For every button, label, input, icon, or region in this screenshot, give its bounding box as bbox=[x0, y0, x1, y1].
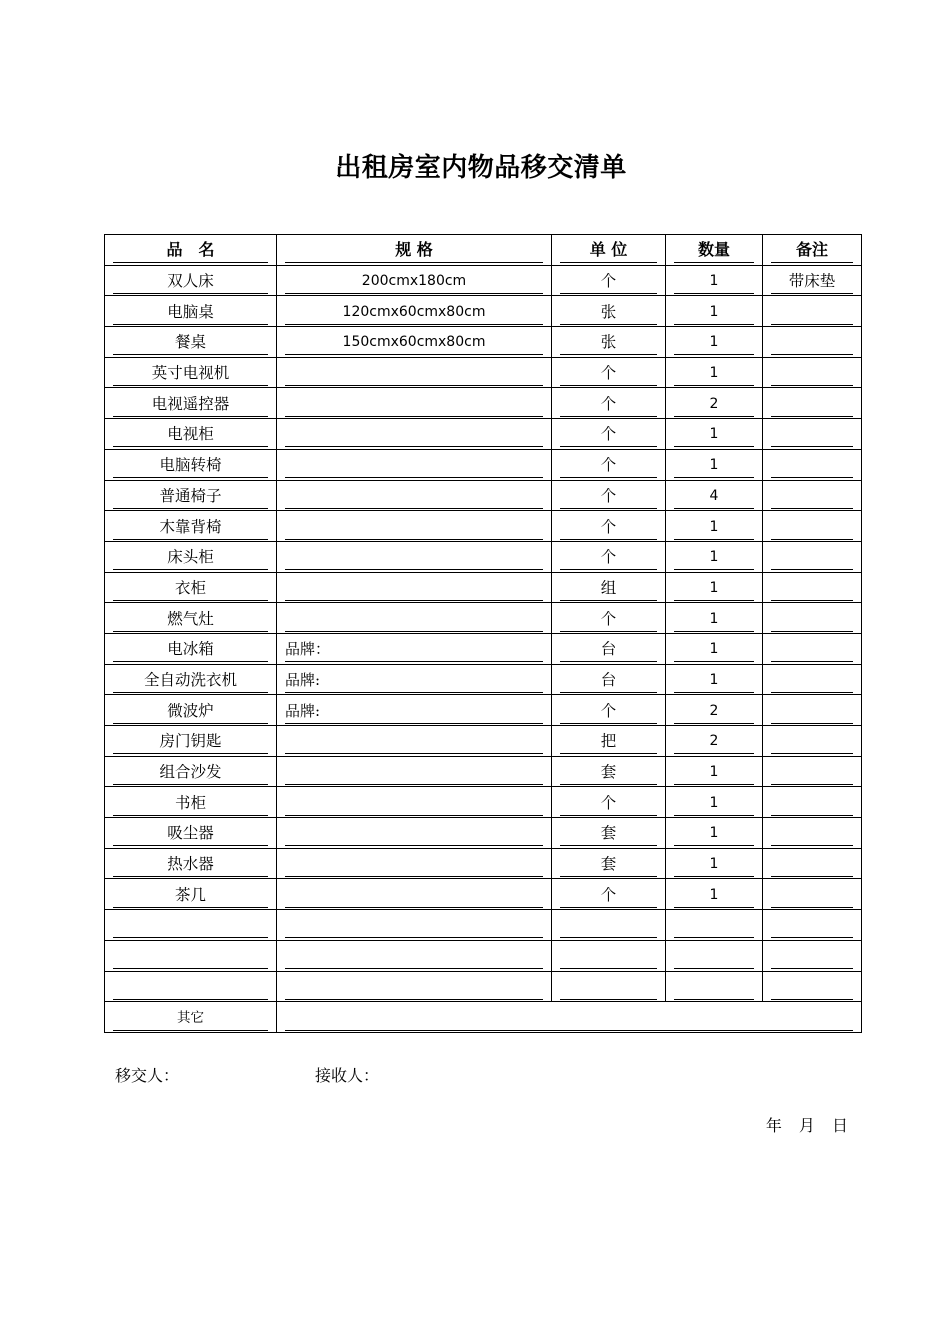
cell-unit bbox=[552, 357, 666, 388]
row-qty-text: 2 bbox=[674, 390, 754, 417]
cell-spec bbox=[277, 971, 552, 1002]
cell-name bbox=[105, 265, 277, 296]
table-row bbox=[105, 664, 862, 695]
row-spec-text bbox=[285, 451, 543, 478]
row-qty-text: 4 bbox=[674, 482, 754, 509]
row-spec-text bbox=[285, 359, 543, 386]
cell-name bbox=[105, 695, 277, 726]
row-name-text bbox=[113, 942, 268, 969]
table-row bbox=[105, 603, 862, 634]
cell-unit bbox=[552, 726, 666, 757]
cell-name bbox=[105, 296, 277, 327]
row-name-text: 吸尘器 bbox=[113, 819, 268, 846]
table-row bbox=[105, 480, 862, 511]
row-note-text bbox=[771, 635, 853, 662]
cell-spec bbox=[277, 572, 552, 603]
row-spec-text bbox=[285, 819, 543, 846]
cell-note bbox=[763, 603, 862, 634]
cell-name bbox=[105, 848, 277, 879]
row-spec-text bbox=[285, 605, 543, 632]
cell-spec bbox=[277, 357, 552, 388]
row-note-text bbox=[771, 574, 853, 601]
row-qty-text: 1 bbox=[674, 819, 754, 846]
row-note-text bbox=[771, 911, 853, 938]
row-unit-text: 个 bbox=[560, 543, 657, 570]
cell-note bbox=[763, 664, 862, 695]
cell-unit bbox=[552, 511, 666, 542]
cell-unit bbox=[552, 787, 666, 818]
row-name-text: 电冰箱 bbox=[113, 635, 268, 662]
row-name-text: 茶几 bbox=[113, 881, 268, 908]
cell-qty bbox=[666, 971, 763, 1002]
table-row bbox=[105, 296, 862, 327]
cell-name bbox=[105, 818, 277, 849]
cell-note bbox=[763, 940, 862, 971]
cell-qty bbox=[666, 879, 763, 910]
cell-unit bbox=[552, 664, 666, 695]
table-row bbox=[105, 940, 862, 971]
cell-note bbox=[763, 327, 862, 358]
row-unit-text: 个 bbox=[560, 420, 657, 447]
cell-spec bbox=[277, 327, 552, 358]
cell-name bbox=[105, 633, 277, 664]
row-note-text bbox=[771, 359, 853, 386]
row-spec-text bbox=[285, 881, 543, 908]
row-note-text bbox=[771, 420, 853, 447]
cell-qty bbox=[666, 296, 763, 327]
table-row bbox=[105, 818, 862, 849]
row-qty-text bbox=[674, 911, 754, 938]
row-unit-text: 把 bbox=[560, 727, 657, 754]
cell-spec bbox=[277, 910, 552, 941]
cell-note bbox=[763, 818, 862, 849]
row-qty-text: 2 bbox=[674, 697, 754, 724]
row-name-text: 组合沙发 bbox=[113, 758, 268, 785]
cell-unit bbox=[552, 818, 666, 849]
cell-name bbox=[105, 726, 277, 757]
document-title: 出租房室内物品移交清单 bbox=[335, 153, 627, 183]
cell-spec bbox=[277, 511, 552, 542]
cell-spec bbox=[277, 879, 552, 910]
row-spec-text bbox=[285, 942, 543, 969]
cell-unit bbox=[552, 419, 666, 450]
cell-unit bbox=[552, 449, 666, 480]
cell-spec bbox=[277, 818, 552, 849]
cell-qty bbox=[666, 511, 763, 542]
row-name-text: 英寸电视机 bbox=[113, 359, 268, 386]
row-qty-text bbox=[674, 942, 754, 969]
row-unit-text: 个 bbox=[560, 359, 657, 386]
row-note-text: 带床垫 bbox=[771, 267, 853, 294]
cell-note bbox=[763, 419, 862, 450]
table-row bbox=[105, 633, 862, 664]
row-name-text bbox=[113, 911, 268, 938]
other-value-cell[interactable] bbox=[277, 1002, 862, 1033]
cell-note bbox=[763, 480, 862, 511]
row-qty-text: 1 bbox=[674, 451, 754, 478]
table-row bbox=[105, 265, 862, 296]
other-row bbox=[105, 1002, 862, 1033]
cell-note bbox=[763, 787, 862, 818]
row-name-text: 燃气灶 bbox=[113, 605, 268, 632]
row-name-text: 书柜 bbox=[113, 789, 268, 816]
cell-note bbox=[763, 541, 862, 572]
table-row bbox=[105, 787, 862, 818]
cell-name bbox=[105, 541, 277, 572]
cell-unit bbox=[552, 879, 666, 910]
cell-note bbox=[763, 726, 862, 757]
row-name-text: 床头柜 bbox=[113, 543, 268, 570]
table-row bbox=[105, 695, 862, 726]
table-row bbox=[105, 511, 862, 542]
table-row bbox=[105, 327, 862, 358]
row-unit-text: 张 bbox=[560, 298, 657, 325]
row-unit-text: 个 bbox=[560, 605, 657, 632]
cell-name bbox=[105, 940, 277, 971]
cell-spec bbox=[277, 726, 552, 757]
row-unit-text bbox=[560, 911, 657, 938]
cell-note bbox=[763, 388, 862, 419]
cell-name bbox=[105, 511, 277, 542]
cell-name bbox=[105, 756, 277, 787]
row-note-text bbox=[771, 881, 853, 908]
row-note-text bbox=[771, 605, 853, 632]
cell-unit bbox=[552, 572, 666, 603]
row-unit-text: 个 bbox=[560, 482, 657, 509]
row-note-text bbox=[771, 697, 853, 724]
row-spec-text bbox=[285, 850, 543, 877]
row-unit-text: 套 bbox=[560, 850, 657, 877]
cell-qty bbox=[666, 357, 763, 388]
cell-qty bbox=[666, 848, 763, 879]
row-unit-text: 个 bbox=[560, 881, 657, 908]
row-spec-text bbox=[285, 574, 543, 601]
row-unit-text: 台 bbox=[560, 635, 657, 662]
row-spec-text: 品牌： bbox=[285, 635, 543, 662]
table-row bbox=[105, 756, 862, 787]
cell-unit bbox=[552, 265, 666, 296]
cell-name bbox=[105, 419, 277, 450]
row-note-text bbox=[771, 451, 853, 478]
cell-qty bbox=[666, 265, 763, 296]
cell-note bbox=[763, 756, 862, 787]
header-cell-spec: 规 格 bbox=[277, 235, 552, 266]
row-unit-text: 张 bbox=[560, 328, 657, 355]
cell-name bbox=[105, 879, 277, 910]
row-unit-text bbox=[560, 942, 657, 969]
table-row bbox=[105, 449, 862, 480]
cell-qty bbox=[666, 695, 763, 726]
row-spec-text bbox=[285, 911, 543, 938]
table-row bbox=[105, 848, 862, 879]
cell-spec bbox=[277, 541, 552, 572]
cell-unit bbox=[552, 388, 666, 419]
inventory-table bbox=[104, 234, 862, 1033]
cell-spec bbox=[277, 848, 552, 879]
row-qty-text: 1 bbox=[674, 267, 754, 294]
cell-name bbox=[105, 572, 277, 603]
cell-spec bbox=[277, 419, 552, 450]
cell-spec bbox=[277, 633, 552, 664]
row-note-text bbox=[771, 482, 853, 509]
cell-spec bbox=[277, 480, 552, 511]
cell-note bbox=[763, 879, 862, 910]
row-unit-text: 个 bbox=[560, 697, 657, 724]
cell-unit bbox=[552, 296, 666, 327]
cell-name bbox=[105, 603, 277, 634]
cell-spec bbox=[277, 756, 552, 787]
cell-name bbox=[105, 787, 277, 818]
row-note-text bbox=[771, 666, 853, 693]
cell-unit bbox=[552, 541, 666, 572]
cell-name bbox=[105, 449, 277, 480]
cell-unit bbox=[552, 480, 666, 511]
cell-qty bbox=[666, 940, 763, 971]
cell-unit bbox=[552, 327, 666, 358]
row-spec-text: 品牌: bbox=[285, 666, 543, 693]
cell-unit bbox=[552, 848, 666, 879]
row-qty-text: 1 bbox=[674, 605, 754, 632]
table-row bbox=[105, 971, 862, 1002]
row-spec-text: 200cmx180cm bbox=[285, 267, 543, 294]
row-name-text: 餐桌 bbox=[113, 328, 268, 355]
handover-signature-label: 移交人： bbox=[115, 1066, 180, 1085]
header-cell-note: 备注 bbox=[763, 235, 862, 266]
table-row bbox=[105, 419, 862, 450]
cell-spec bbox=[277, 695, 552, 726]
row-qty-text: 1 bbox=[674, 850, 754, 877]
row-qty-text: 1 bbox=[674, 789, 754, 816]
row-qty-text: 1 bbox=[674, 543, 754, 570]
table-row bbox=[105, 910, 862, 941]
row-unit-text: 套 bbox=[560, 819, 657, 846]
table-header-row bbox=[105, 235, 862, 266]
row-name-text: 电视遥控器 bbox=[113, 390, 268, 417]
cell-name bbox=[105, 480, 277, 511]
receiver-signature-label: 接收人： bbox=[315, 1066, 380, 1085]
row-qty-text: 1 bbox=[674, 420, 754, 447]
cell-name bbox=[105, 357, 277, 388]
cell-qty bbox=[666, 633, 763, 664]
row-note-text bbox=[771, 328, 853, 355]
cell-note bbox=[763, 511, 862, 542]
cell-qty bbox=[666, 388, 763, 419]
row-spec-text bbox=[285, 543, 543, 570]
row-note-text bbox=[771, 850, 853, 877]
row-spec-text bbox=[285, 789, 543, 816]
row-spec-text bbox=[285, 758, 543, 785]
row-name-text: 木靠背椅 bbox=[113, 513, 268, 540]
row-name-text: 热水器 bbox=[113, 850, 268, 877]
row-qty-text: 2 bbox=[674, 727, 754, 754]
cell-note bbox=[763, 910, 862, 941]
row-spec-text bbox=[285, 482, 543, 509]
cell-spec bbox=[277, 449, 552, 480]
cell-spec bbox=[277, 787, 552, 818]
row-name-text: 普通椅子 bbox=[113, 482, 268, 509]
cell-spec bbox=[277, 940, 552, 971]
row-note-text bbox=[771, 942, 853, 969]
cell-unit bbox=[552, 940, 666, 971]
cell-spec bbox=[277, 603, 552, 634]
cell-name bbox=[105, 664, 277, 695]
row-unit-text: 个 bbox=[560, 451, 657, 478]
row-spec-text bbox=[285, 420, 543, 447]
cell-name bbox=[105, 971, 277, 1002]
row-name-text: 衣柜 bbox=[113, 574, 268, 601]
row-unit-text: 个 bbox=[560, 513, 657, 540]
row-note-text bbox=[771, 973, 853, 1000]
cell-unit bbox=[552, 603, 666, 634]
table-row bbox=[105, 388, 862, 419]
row-qty-text: 1 bbox=[674, 574, 754, 601]
cell-unit bbox=[552, 971, 666, 1002]
cell-qty bbox=[666, 787, 763, 818]
row-qty-text: 1 bbox=[674, 298, 754, 325]
cell-spec bbox=[277, 296, 552, 327]
row-qty-text: 1 bbox=[674, 881, 754, 908]
cell-note bbox=[763, 449, 862, 480]
row-name-text: 电视柜 bbox=[113, 420, 268, 447]
row-spec-text: 品牌: bbox=[285, 697, 543, 724]
row-note-text bbox=[771, 758, 853, 785]
cell-note bbox=[763, 633, 862, 664]
row-unit-text: 套 bbox=[560, 758, 657, 785]
row-name-text: 微波炉 bbox=[113, 697, 268, 724]
row-qty-text: 1 bbox=[674, 666, 754, 693]
table-row bbox=[105, 357, 862, 388]
cell-note bbox=[763, 265, 862, 296]
cell-qty bbox=[666, 818, 763, 849]
row-spec-text: 150cmx60cmx80cm bbox=[285, 328, 543, 355]
cell-note bbox=[763, 971, 862, 1002]
row-unit-text: 台 bbox=[560, 666, 657, 693]
cell-note bbox=[763, 848, 862, 879]
row-note-text bbox=[771, 543, 853, 570]
cell-note bbox=[763, 572, 862, 603]
cell-qty bbox=[666, 664, 763, 695]
cell-unit bbox=[552, 756, 666, 787]
cell-qty bbox=[666, 603, 763, 634]
row-unit-text: 组 bbox=[560, 574, 657, 601]
row-qty-text bbox=[674, 973, 754, 1000]
row-note-text bbox=[771, 390, 853, 417]
row-note-text bbox=[771, 727, 853, 754]
row-unit-text: 个 bbox=[560, 267, 657, 294]
other-label-cell: 其它 bbox=[105, 1002, 277, 1033]
cell-note bbox=[763, 695, 862, 726]
cell-qty bbox=[666, 449, 763, 480]
row-note-text bbox=[771, 298, 853, 325]
row-name-text: 双人床 bbox=[113, 267, 268, 294]
table-row bbox=[105, 879, 862, 910]
table-row bbox=[105, 541, 862, 572]
cell-qty bbox=[666, 327, 763, 358]
cell-note bbox=[763, 357, 862, 388]
row-spec-text bbox=[285, 727, 543, 754]
row-name-text: 全自动洗衣机 bbox=[113, 666, 268, 693]
row-name-text bbox=[113, 973, 268, 1000]
cell-qty bbox=[666, 726, 763, 757]
cell-spec bbox=[277, 664, 552, 695]
row-name-text: 电脑转椅 bbox=[113, 451, 268, 478]
row-name-text: 房门钥匙 bbox=[113, 727, 268, 754]
row-qty-text: 1 bbox=[674, 513, 754, 540]
cell-qty bbox=[666, 419, 763, 450]
row-unit-text bbox=[560, 973, 657, 1000]
row-qty-text: 1 bbox=[674, 635, 754, 662]
cell-qty bbox=[666, 541, 763, 572]
cell-name bbox=[105, 910, 277, 941]
cell-unit bbox=[552, 695, 666, 726]
cell-note bbox=[763, 296, 862, 327]
row-name-text: 电脑桌 bbox=[113, 298, 268, 325]
header-cell-name: 品 名 bbox=[105, 235, 277, 266]
row-spec-text bbox=[285, 513, 543, 540]
row-qty-text: 1 bbox=[674, 359, 754, 386]
cell-qty bbox=[666, 480, 763, 511]
cell-spec bbox=[277, 265, 552, 296]
row-unit-text: 个 bbox=[560, 390, 657, 417]
row-note-text bbox=[771, 819, 853, 846]
table-row bbox=[105, 572, 862, 603]
row-spec-text bbox=[285, 390, 543, 417]
header-cell-qty: 数量 bbox=[666, 235, 763, 266]
cell-qty bbox=[666, 572, 763, 603]
cell-unit bbox=[552, 910, 666, 941]
cell-name bbox=[105, 327, 277, 358]
cell-unit bbox=[552, 633, 666, 664]
cell-qty bbox=[666, 910, 763, 941]
row-spec-text: 120cmx60cmx80cm bbox=[285, 298, 543, 325]
row-note-text bbox=[771, 513, 853, 540]
cell-name bbox=[105, 388, 277, 419]
row-qty-text: 1 bbox=[674, 758, 754, 785]
cell-spec bbox=[277, 388, 552, 419]
row-unit-text: 个 bbox=[560, 789, 657, 816]
header-cell-unit: 单 位 bbox=[552, 235, 666, 266]
row-spec-text bbox=[285, 973, 543, 1000]
row-note-text bbox=[771, 789, 853, 816]
cell-qty bbox=[666, 756, 763, 787]
row-qty-text: 1 bbox=[674, 328, 754, 355]
date-line: 年 月 日 bbox=[765, 1116, 848, 1135]
table-row bbox=[105, 726, 862, 757]
